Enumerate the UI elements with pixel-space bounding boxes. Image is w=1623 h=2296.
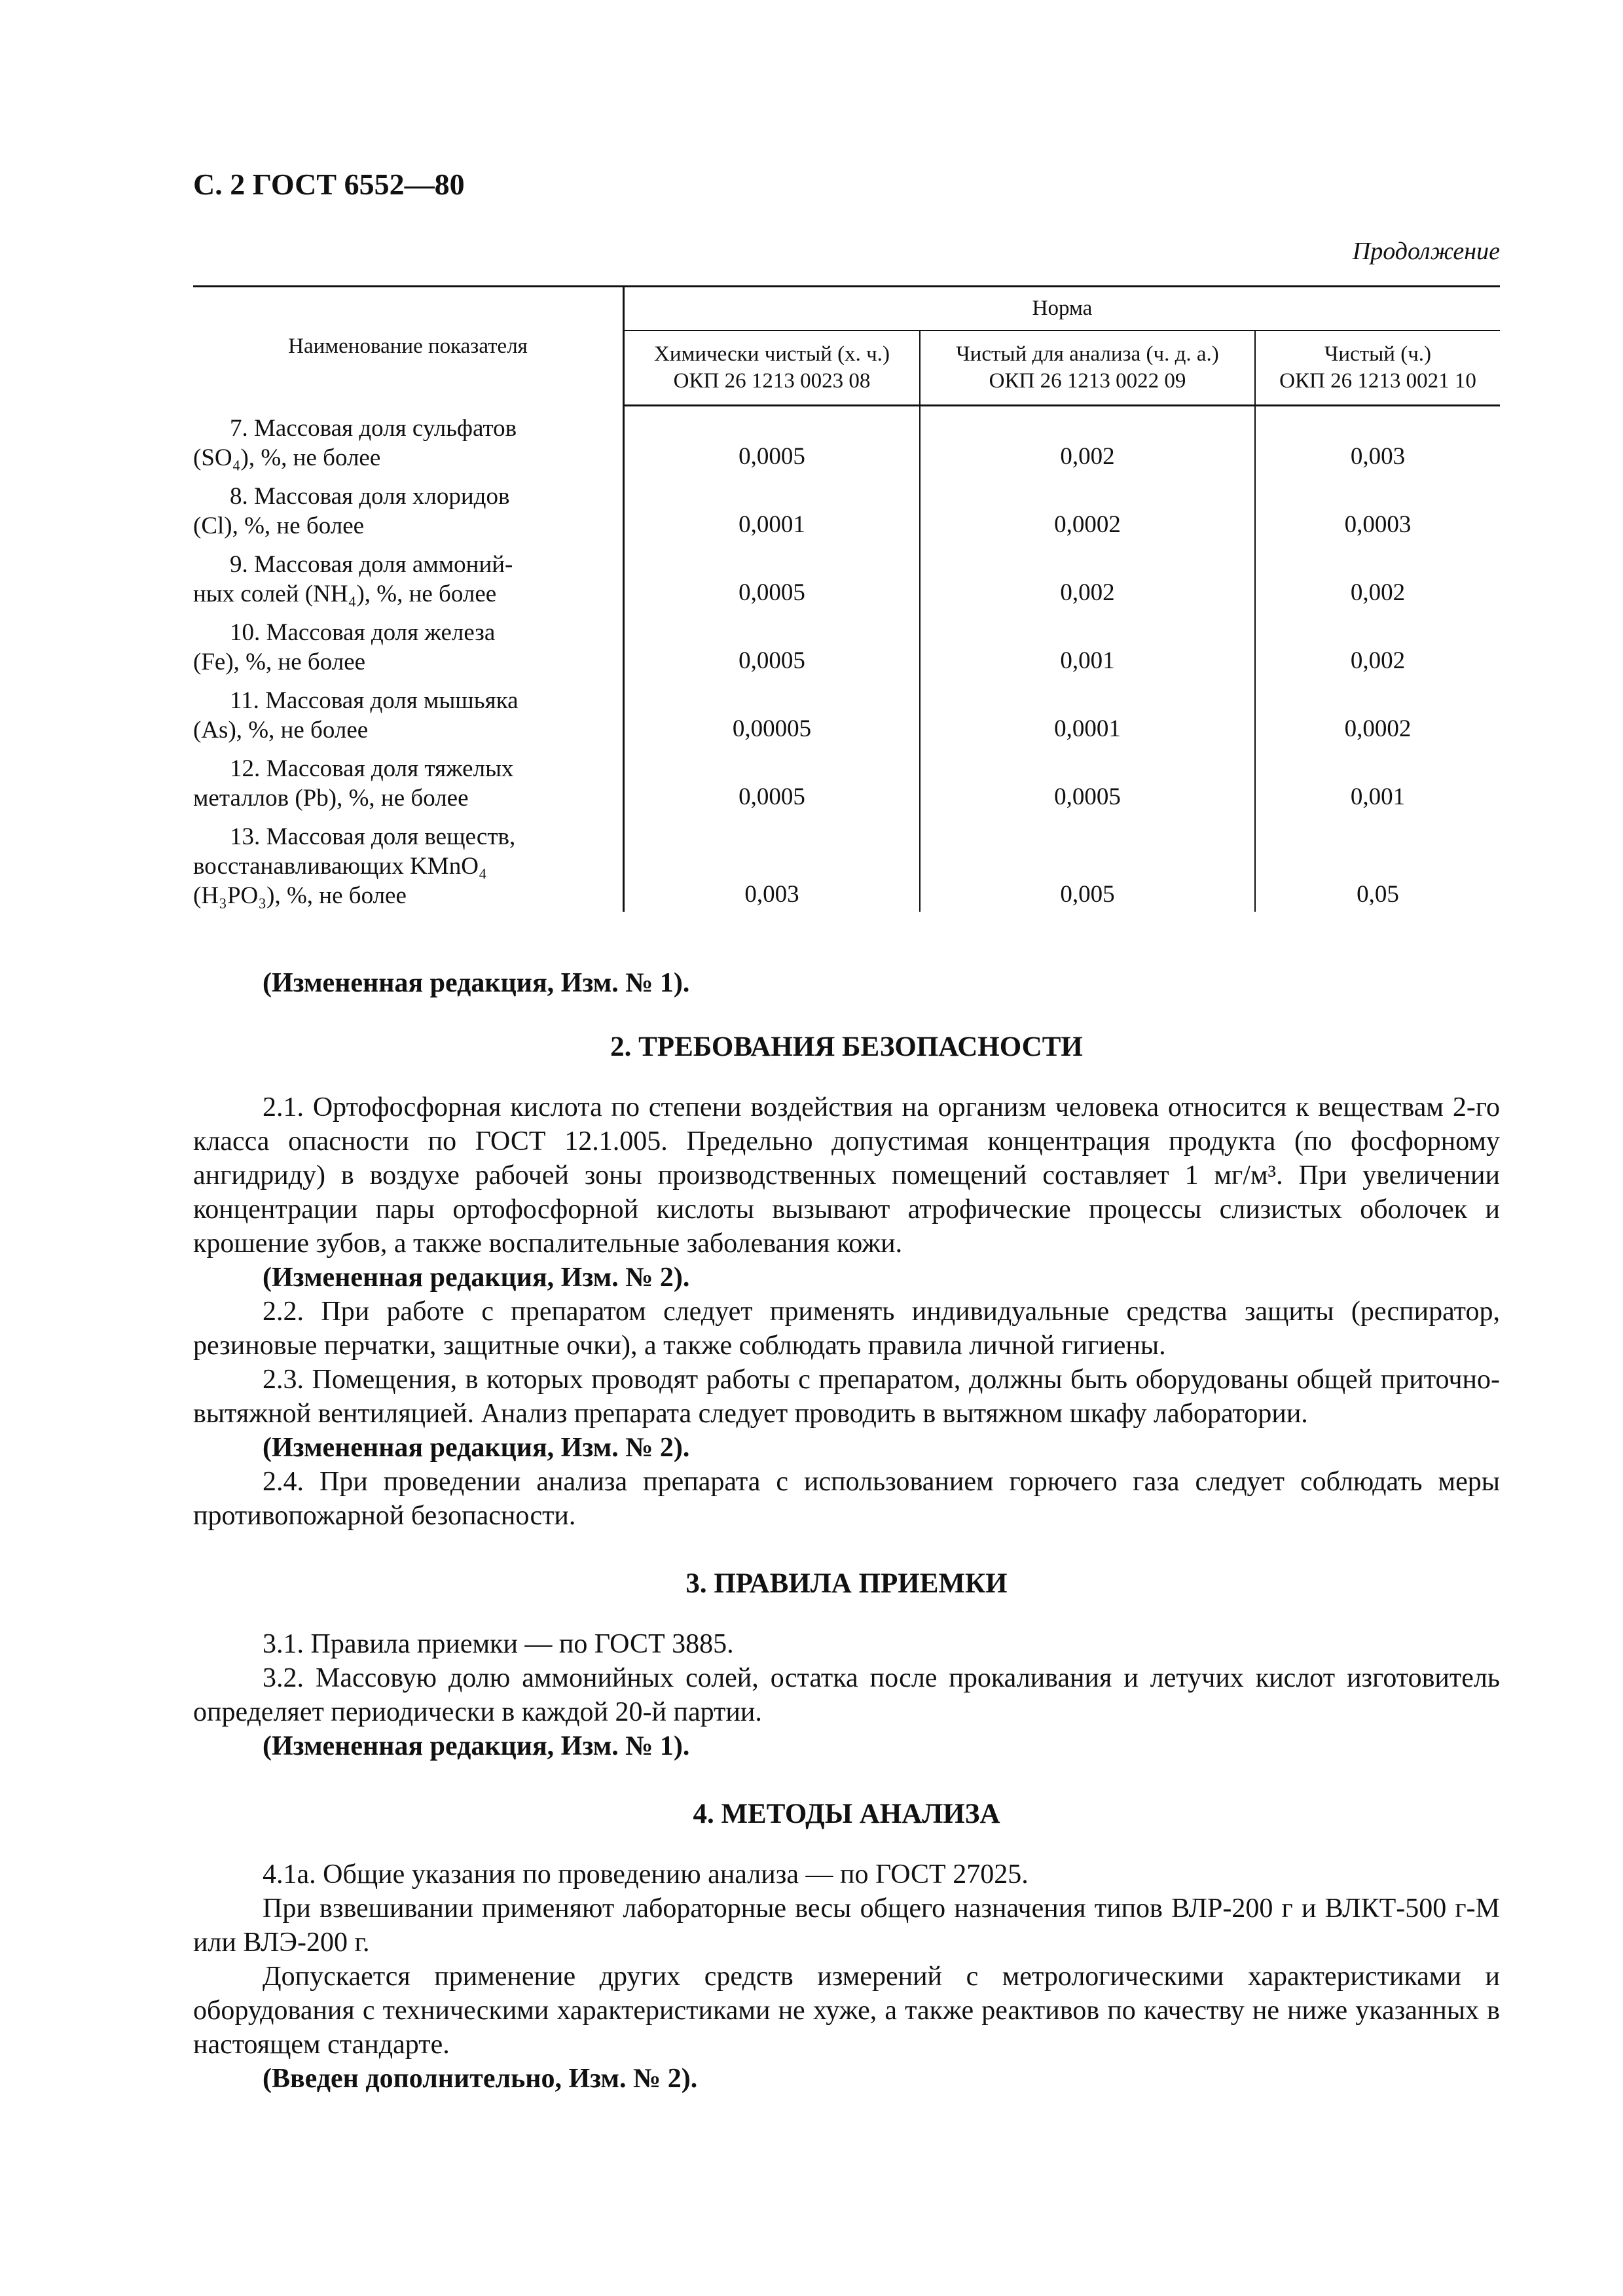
value-cell: 0,001 (920, 610, 1255, 678)
column-header-indicator: Наименование показателя (193, 287, 624, 406)
paragraph-2-2: 2.2. При работе с препаратом следует применять индивидуальные средства защиты (респиратор, резиновые перчатки, защитные очки), а также соблюдать правила личной гигиены. (193, 1297, 1500, 1361)
column-header-grade-analytical (920, 331, 1255, 406)
indicator-cell (193, 542, 624, 610)
indicator-line: 12. Массовая доля тяжелых (230, 755, 514, 782)
grade-name: Химически чистый (х. ч.) (654, 342, 890, 366)
continuation-label: Продолжение (1352, 238, 1500, 265)
table-row (193, 542, 1500, 610)
grade-name: Чистый (ч.) (1324, 342, 1432, 366)
amendment-note: (Измененная редакция, Изм. № 2). (263, 1433, 690, 1463)
value-cell: 0,002 (1350, 579, 1406, 606)
indicator-line: восстанавливающих KMnO₄ (193, 852, 487, 880)
indicator-line: 9. Массовая доля аммоний- (230, 550, 513, 578)
indicator-line: (H₃PO₃), %, не более (193, 882, 407, 909)
column-header-grade-chemically-pure (624, 331, 921, 406)
indicator-line: 13. Массовая доля веществ, (230, 823, 516, 850)
paragraph-2-4: 2.4. При проведении анализа препарата с использованием горючего газа следует соблюдать меры противопожарной безопасности. (193, 1467, 1500, 1531)
document-body (193, 966, 1500, 2096)
indicator-cell (193, 610, 624, 678)
indicator-line: 7. Массовая доля сульфатов (230, 414, 517, 442)
amendment-note: (Измененная редакция, Изм. № 1). (263, 968, 690, 998)
indicator-cell (193, 746, 624, 814)
indicator-line: ных солей (NH₄), %, не более (193, 580, 497, 607)
value-cell: 0,002 (920, 542, 1255, 610)
value-cell: 0,0005 (920, 746, 1255, 814)
paragraph-4-1a: 4.1а. Общие указания по проведению анализа — по ГОСТ 27025. (263, 1859, 1029, 1890)
amendment-note: (Измененная редакция, Изм. № 1). (263, 1731, 690, 1761)
value-cell: 0,00005 (732, 715, 812, 742)
table-row (193, 746, 1500, 814)
indicator-line: (SO₄), %, не более (193, 444, 381, 471)
value-cell: 0,0002 (1344, 715, 1412, 742)
indicator-line: (Fe), %, не более (193, 648, 366, 675)
grade-name: Чистый для анализа (ч. д. а.) (956, 342, 1219, 366)
section-title-methods: 4. МЕТОДЫ АНАЛИЗА (693, 1799, 1000, 1829)
value-cell: 0,005 (920, 814, 1255, 912)
value-cell: 0,05 (1357, 880, 1399, 908)
table-row (193, 678, 1500, 746)
value-cell: 0,002 (1350, 647, 1406, 674)
value-cell: 0,003 (744, 880, 799, 908)
paragraph-2-1: 2.1. Ортофосфорная кислота по степени воздействия на организм человека относится к веществам 2-го класса опасности по ГОСТ 12.1.005. Предельно допустимая концентрация продукта (по фосфорному ангидриду) в воздухе рабочей зоны производственных помещений составляет 1 мг/м³. При увеличении концентрации пары ортофосфорной кислоты вызывают атрофические процессы слизистых оболочек и крошение зубов, а также воспалительные заболевания кожи. (193, 1092, 1500, 1259)
page-header: С. 2 ГОСТ 6552—80 (193, 168, 465, 201)
indicator-cell (193, 678, 624, 746)
indicator-line: 10. Массовая доля железа (230, 619, 496, 646)
paragraph-3-1: 3.1. Правила приемки — по ГОСТ 3885. (263, 1629, 734, 1659)
value-cell: 0,0005 (739, 579, 805, 606)
value-cell: 0,0005 (739, 442, 805, 470)
column-header-norm: Норма (624, 287, 1501, 331)
indicator-cell (193, 406, 624, 474)
amendment-note: (Введен дополнительно, Изм. № 2). (263, 2064, 698, 2094)
paragraph-2-3: 2.3. Помещения, в которых проводят работы с препаратом, должны быть оборудованы общей приточно-вытяжной вентиляцией. Анализ препарата следует проводить в вытяжном шкафу лаборатории. (193, 1365, 1500, 1429)
indicator-line: 11. Массовая доля мышьяка (230, 687, 519, 714)
section-title-safety: 2. ТРЕБОВАНИЯ БЕЗОПАСНОСТИ (610, 1031, 1083, 1062)
grade-okp: ОКП 26 1213 0022 09 (989, 369, 1186, 393)
indicator-cell (193, 474, 624, 542)
grade-okp: ОКП 26 1213 0021 10 (1279, 369, 1476, 393)
indicator-line: металлов (Pb), %, не более (193, 784, 469, 812)
table-row (193, 610, 1500, 678)
norms-table (193, 285, 1500, 912)
value-cell: 0,0005 (739, 647, 805, 674)
indicator-cell (193, 814, 624, 912)
table-row (193, 406, 1500, 474)
value-cell: 0,0005 (739, 783, 805, 810)
paragraph-3-2: 3.2. Массовую долю аммонийных солей, остатка после прокаливания и летучих кислот изготовитель определяет периодически в каждой 20-й партии. (193, 1663, 1500, 1727)
column-header-grade-pure (1255, 331, 1500, 406)
indicator-line: (As), %, не более (193, 716, 369, 744)
grade-okp: ОКП 26 1213 0023 08 (673, 369, 871, 393)
section-title-acceptance: 3. ПРАВИЛА ПРИЕМКИ (685, 1568, 1008, 1599)
value-cell: 0,002 (920, 406, 1255, 474)
value-cell: 0,0001 (739, 511, 805, 538)
paragraph-allowance: Допускается применение других средств измерений с метрологическими характеристиками и оборудования с техническими характеристиками не хуже, а также реактивов по качеству не ниже указанных в настоящем стандарте. (193, 1962, 1500, 2060)
amendment-note: (Измененная редакция, Изм. № 2). (263, 1263, 690, 1293)
table-row (193, 474, 1500, 542)
table-row (193, 814, 1500, 912)
value-cell: 0,003 (1350, 442, 1406, 470)
paragraph-weighing: При взвешивании применяют лабораторные весы общего назначения типов ВЛР-200 г и ВЛКТ-500 г-М или ВЛЭ-200 г. (193, 1893, 1500, 1958)
indicator-line: 8. Массовая доля хлоридов (230, 482, 510, 510)
value-cell: 0,0003 (1344, 511, 1412, 538)
indicator-line: (Cl), %, не более (193, 512, 365, 539)
value-cell: 0,0001 (920, 678, 1255, 746)
value-cell: 0,001 (1350, 783, 1406, 810)
value-cell: 0,0002 (920, 474, 1255, 542)
